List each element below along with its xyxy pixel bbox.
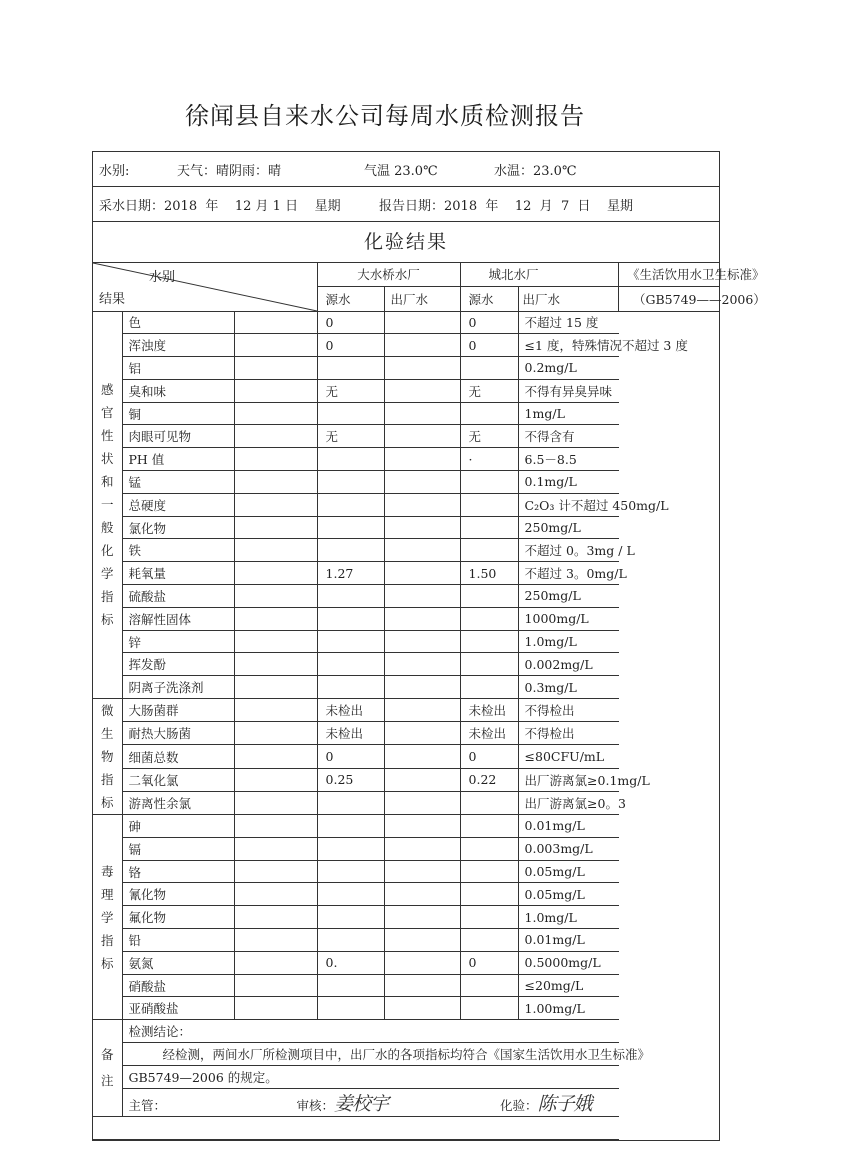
plant2-outlet-header: 出厂水 (518, 286, 618, 311)
date-row (93, 187, 719, 222)
plant2-source-value (384, 448, 460, 471)
category-char: 般 (100, 520, 114, 536)
remarks-row (93, 1043, 719, 1066)
standard-value: 0.003mg/L (518, 837, 618, 860)
category-char: 理 (100, 886, 114, 902)
standard-value: 0.05mg/L (518, 883, 618, 906)
item-name: 锌 (122, 630, 234, 653)
blank-footer-row (93, 1116, 719, 1139)
category-char: 生 (100, 726, 114, 742)
table-row (93, 585, 719, 608)
table-row (93, 379, 719, 402)
plant1-source-value (234, 311, 317, 334)
plant2-source-value (384, 860, 460, 883)
plant1-outlet-value (317, 471, 384, 494)
tester-label: 化验： (500, 1097, 538, 1113)
plant1-outlet-value (317, 815, 384, 838)
item-name: 溶解性固体 (122, 607, 234, 630)
report-sheet (92, 151, 766, 1141)
plant2-outlet-value (460, 607, 518, 630)
plant1-source-value (234, 951, 317, 974)
plant2-outlet-value (460, 585, 518, 608)
table-row (93, 539, 719, 562)
supervisor-label: 主管： (128, 1097, 167, 1113)
item-name: 铁 (122, 539, 234, 562)
report-date-field: 报告日期：2018 年 12 月 7 日 星期 (379, 198, 634, 214)
plant1-outlet-value (317, 906, 384, 929)
standard-value: 不得检出 (518, 699, 618, 722)
remarks-row (93, 1065, 719, 1088)
plant2-source-value (384, 951, 460, 974)
plant2-source-value (384, 653, 460, 676)
standard-value: 250mg/L (518, 585, 618, 608)
results-table (93, 263, 766, 1140)
item-name: 氟化物 (122, 906, 234, 929)
plant2-source-value (384, 676, 460, 699)
plant2-source-header: 源水 (460, 286, 518, 311)
category-char: 性 (100, 428, 114, 444)
item-name: 铬 (122, 860, 234, 883)
item-name: 二氧化氯 (122, 768, 234, 791)
table-row (93, 722, 719, 745)
plant1-source-value (234, 815, 317, 838)
plant2-outlet-value: 无 (460, 379, 518, 402)
table-row (93, 630, 719, 653)
blank-footer-cell (93, 1116, 619, 1139)
plant1-source-value (234, 997, 317, 1020)
plant2-outlet-value (460, 493, 518, 516)
table-row (93, 815, 719, 838)
plant1-outlet-value (317, 860, 384, 883)
item-name: 氨氮 (122, 951, 234, 974)
plant2-outlet-value (460, 815, 518, 838)
plant2-source-value (384, 585, 460, 608)
plant2-source-value (384, 402, 460, 425)
category-char: 指 (100, 589, 114, 605)
plant2-source-value (384, 815, 460, 838)
plant1-source-value (234, 585, 317, 608)
plant1-outlet-value (317, 837, 384, 860)
report-title: 徐闻县自来水公司每周水质检测报告 (185, 102, 585, 130)
plant2-source-value (384, 539, 460, 562)
plant1-outlet-value: 0. (317, 951, 384, 974)
table-row (93, 607, 719, 630)
plant2-outlet-value: 0 (460, 745, 518, 768)
plant2-outlet-value (460, 906, 518, 929)
plant1-source-value (234, 471, 317, 494)
plant1-source-value (234, 974, 317, 997)
item-name: 臭和味 (122, 379, 234, 402)
item-name: 硝酸盐 (122, 974, 234, 997)
plant1-source-value (234, 837, 317, 860)
standard-value: 1.0mg/L (518, 630, 618, 653)
plant1-outlet-value: 1.27 (317, 562, 384, 585)
category-char: 学 (100, 909, 114, 925)
plant1-source-value (234, 334, 317, 357)
item-name: 浑浊度 (122, 334, 234, 357)
item-name: 氰化物 (122, 883, 234, 906)
plant1-source-value (234, 860, 317, 883)
plant2-outlet-value (460, 676, 518, 699)
standard-value: 0.01mg/L (518, 815, 618, 838)
corner-top-label: 水别 (149, 270, 176, 285)
plant2-outlet-value (460, 860, 518, 883)
table-row (93, 768, 719, 791)
reviewer-label: 审核： (296, 1097, 335, 1113)
plant1-source-value (234, 745, 317, 768)
category-char: 标 (100, 955, 114, 971)
category-char: 备 (100, 1046, 114, 1062)
category-micro (93, 699, 122, 815)
table-row (93, 860, 719, 883)
category-char: 毒 (100, 863, 114, 879)
plant2-outlet-value (460, 883, 518, 906)
standard-value: 不超过 15 度 (518, 311, 618, 334)
plant1-source-value (234, 539, 317, 562)
table-row (93, 745, 719, 768)
item-name: 铅 (122, 929, 234, 952)
plant2-source-value (384, 630, 460, 653)
category-char: 注 (100, 1072, 114, 1088)
plant1-outlet-value: 未检出 (317, 722, 384, 745)
table-row (93, 402, 719, 425)
conclusion-line1: 经检测，两间水厂所检测项目中，出厂水的各项指标均符合《国家生活饮用水卫生标准》 (122, 1043, 619, 1066)
plant1-outlet-value: 0.25 (317, 768, 384, 791)
plant1-source-value (234, 357, 317, 380)
standard-value: 不得检出 (518, 722, 618, 745)
plant2-source-value (384, 516, 460, 539)
standard-value: 1mg/L (518, 402, 618, 425)
plant1-outlet-value (317, 402, 384, 425)
standard-value: 0.1mg/L (518, 471, 618, 494)
category-char: 指 (100, 932, 114, 948)
plant2-outlet-value (460, 974, 518, 997)
plant2-outlet-value (460, 402, 518, 425)
plant1-outlet-value: 无 (317, 425, 384, 448)
plant2-outlet-value (460, 791, 518, 814)
category-char: 指 (100, 772, 114, 788)
table-row (93, 791, 719, 814)
plant1-source-value (234, 448, 317, 471)
standard-value: 不得有异臭异味 (518, 379, 618, 402)
plant1-source-value (234, 768, 317, 791)
table-row (93, 653, 719, 676)
plant1-outlet-value: 0 (317, 334, 384, 357)
category-char: 状 (100, 451, 114, 467)
standard-value: 不超过 3。0mg/L (518, 562, 618, 585)
standard-value: ≤1 度，特殊情况不超过 3 度 (518, 334, 618, 357)
standard-value: 0.5000mg/L (518, 951, 618, 974)
conclusion-line2: GB5749—2006 的规定。 (122, 1065, 619, 1088)
plant1-outlet-value (317, 929, 384, 952)
item-name: 铜 (122, 402, 234, 425)
standard-value: 出厂游离氯≥0.1mg/L (518, 768, 618, 791)
standard-value: 不得含有 (518, 425, 618, 448)
plant2-source-value (384, 997, 460, 1020)
plant1-outlet-value (317, 585, 384, 608)
plant1-outlet-value (317, 357, 384, 380)
item-name: 细菌总数 (122, 745, 234, 768)
plant2-source-value (384, 379, 460, 402)
category-toxic (93, 815, 122, 1020)
plant1-outlet-value (317, 997, 384, 1020)
standard-value: 0.2mg/L (518, 357, 618, 380)
standard-value: 0.05mg/L (518, 860, 618, 883)
table-row (93, 334, 719, 357)
plant2-source-value (384, 425, 460, 448)
section-title: 化验结果 (93, 222, 719, 263)
standard-value: ≤20mg/L (518, 974, 618, 997)
plant1-outlet-value (317, 516, 384, 539)
item-name: 大肠菌群 (122, 699, 234, 722)
weather-field: 天气：晴阴雨：晴 (177, 163, 282, 179)
item-name: 总硬度 (122, 493, 234, 516)
item-name: 挥发酚 (122, 653, 234, 676)
table-row (93, 493, 719, 516)
item-name: 亚硝酸盐 (122, 997, 234, 1020)
plant2-outlet-value: 0 (460, 951, 518, 974)
plant1-source-value (234, 791, 317, 814)
item-name: 镉 (122, 837, 234, 860)
plant1-source-header: 源水 (317, 286, 384, 311)
standard-value: 1.00mg/L (518, 997, 618, 1020)
plant1-outlet-value: 0 (317, 745, 384, 768)
standard-value: 0.3mg/L (518, 676, 618, 699)
category-char: 物 (100, 749, 114, 765)
table-row (93, 448, 719, 471)
plant1-source-value (234, 630, 317, 653)
plant1-outlet-value (317, 539, 384, 562)
plant2-source-value (384, 837, 460, 860)
plant2-outlet-value (460, 471, 518, 494)
table-row (93, 311, 719, 334)
reviewer-signature: 姜校宇 (334, 1092, 389, 1115)
plant2-source-value (384, 471, 460, 494)
category-char: 标 (100, 795, 114, 811)
table-row (93, 357, 719, 380)
plant2-source-value (384, 745, 460, 768)
plant2-outlet-value: · (460, 448, 518, 471)
plant2-outlet-value (460, 997, 518, 1020)
header-row-1 (93, 263, 719, 286)
standard-value: 1000mg/L (518, 607, 618, 630)
plant2-source-value (384, 311, 460, 334)
item-name: 耐热大肠菌 (122, 722, 234, 745)
plant1-outlet-value (317, 493, 384, 516)
table-row (93, 676, 719, 699)
plant1-outlet-value (317, 448, 384, 471)
conclusion-label: 检测结论： (122, 1020, 619, 1043)
item-name: PH 值 (122, 448, 234, 471)
item-name: 肉眼可见物 (122, 425, 234, 448)
standard-value: 250mg/L (518, 516, 618, 539)
remarks-row (93, 1020, 719, 1043)
table-row (93, 516, 719, 539)
plant2-outlet-value (460, 653, 518, 676)
standard-value: C₂O₃ 计不超过 450mg/L (518, 493, 618, 516)
plant1-outlet-value: 未检出 (317, 699, 384, 722)
plant1-source-value (234, 607, 317, 630)
plant2-outlet-value: 0 (460, 311, 518, 334)
plant2-source-value (384, 883, 460, 906)
category-sensory (93, 311, 122, 699)
plant1-source-value (234, 562, 317, 585)
standard-value: ≤80CFU/mL (518, 745, 618, 768)
plant1-source-value (234, 699, 317, 722)
category-char: 微 (100, 703, 114, 719)
plant2-source-value (384, 357, 460, 380)
plant1-outlet-value (317, 791, 384, 814)
sample-date-field: 采水日期：2018 年 12 月 1 日 星期 (99, 198, 341, 214)
corner-diagonal (93, 263, 317, 311)
plant1-source-value (234, 906, 317, 929)
plant1-outlet-value (317, 676, 384, 699)
plant1-source-value (234, 379, 317, 402)
table-row (93, 425, 719, 448)
table-row (93, 837, 719, 860)
standard-value: 出厂游离氯≥0。3 (518, 791, 618, 814)
category-char: 一 (100, 497, 114, 513)
table-row (93, 471, 719, 494)
item-name: 阴离子洗涤剂 (122, 676, 234, 699)
category-char: 化 (100, 543, 114, 559)
item-name: 硫酸盐 (122, 585, 234, 608)
plant2-source-value (384, 768, 460, 791)
plant2-header: 城北水厂 (460, 263, 618, 286)
plant2-outlet-value (460, 837, 518, 860)
plant1-source-value (234, 883, 317, 906)
plant1-outlet-value (317, 630, 384, 653)
table-row (93, 997, 719, 1020)
category-char: 标 (100, 612, 114, 628)
item-name: 锰 (122, 471, 234, 494)
item-name: 砷 (122, 815, 234, 838)
plant2-source-value (384, 906, 460, 929)
signature-line (122, 1088, 619, 1116)
plant2-source-value (384, 334, 460, 357)
plant1-outlet-value: 0 (317, 311, 384, 334)
plant2-source-value (384, 699, 460, 722)
standard-header-line1: 《生活饮用水卫生标准》 (619, 263, 719, 286)
plant1-source-value (234, 722, 317, 745)
plant2-outlet-value: 未检出 (460, 699, 518, 722)
plant2-source-value (384, 722, 460, 745)
plant1-outlet-value: 无 (317, 379, 384, 402)
category-char: 感 (100, 382, 114, 398)
table-row (93, 562, 719, 585)
corner-bottom-label: 结果 (99, 292, 126, 307)
plant2-outlet-value: 1.50 (460, 562, 518, 585)
plant2-source-value (384, 607, 460, 630)
plant1-source-value (234, 929, 317, 952)
plant1-outlet-header: 出厂水 (384, 286, 460, 311)
plant1-source-value (234, 493, 317, 516)
plant2-source-value (384, 562, 460, 585)
plant2-source-value (384, 929, 460, 952)
remarks-row (93, 1088, 719, 1116)
table-row (93, 883, 719, 906)
item-name: 耗氧量 (122, 562, 234, 585)
plant1-outlet-value (317, 974, 384, 997)
water-temp-field: 水温：23.0℃ (494, 163, 577, 179)
plant2-outlet-value (460, 516, 518, 539)
plant1-outlet-value (317, 883, 384, 906)
plant2-source-value (384, 791, 460, 814)
standard-value: 6.5－8.5 (518, 448, 618, 471)
table-row (93, 906, 719, 929)
plant1-header: 大水桥水厂 (317, 263, 460, 286)
plant2-outlet-value: 无 (460, 425, 518, 448)
plant1-source-value (234, 653, 317, 676)
table-row (93, 974, 719, 997)
standard-value: 0.002mg/L (518, 653, 618, 676)
corner-header (93, 263, 317, 311)
plant2-source-value (384, 974, 460, 997)
plant1-source-value (234, 516, 317, 539)
plant2-outlet-value (460, 357, 518, 380)
plant1-outlet-value (317, 653, 384, 676)
plant2-outlet-value: 0 (460, 334, 518, 357)
category-char: 和 (100, 474, 114, 490)
item-name: 游离性余氯 (122, 791, 234, 814)
air-temp-field: 气温 23.0℃ (364, 163, 438, 179)
standard-value: 不超过 0。3mg / L (518, 539, 618, 562)
plant2-outlet-value (460, 539, 518, 562)
water-type-label: 水别: (99, 163, 130, 179)
standard-value: 0.01mg/L (518, 929, 618, 952)
table-row (93, 699, 719, 722)
item-name: 色 (122, 311, 234, 334)
table-row (93, 951, 719, 974)
tester-signature: 陈子娥 (537, 1092, 592, 1115)
plant2-outlet-value (460, 630, 518, 653)
plant2-outlet-value: 0.22 (460, 768, 518, 791)
plant1-outlet-value (317, 607, 384, 630)
plant1-source-value (234, 425, 317, 448)
weather-row (93, 152, 719, 187)
category-char: 学 (100, 566, 114, 582)
table-row (93, 929, 719, 952)
plant2-source-value (384, 493, 460, 516)
standard-value: 1.0mg/L (518, 906, 618, 929)
plant2-outlet-value: 未检出 (460, 722, 518, 745)
plant2-outlet-value (460, 929, 518, 952)
plant1-source-value (234, 676, 317, 699)
category-remarks (93, 1020, 122, 1116)
plant1-source-value (234, 402, 317, 425)
item-name: 氯化物 (122, 516, 234, 539)
category-char: 官 (100, 405, 114, 421)
standard-header-line2: （GB5749——2006） (619, 286, 719, 311)
item-name: 铝 (122, 357, 234, 380)
